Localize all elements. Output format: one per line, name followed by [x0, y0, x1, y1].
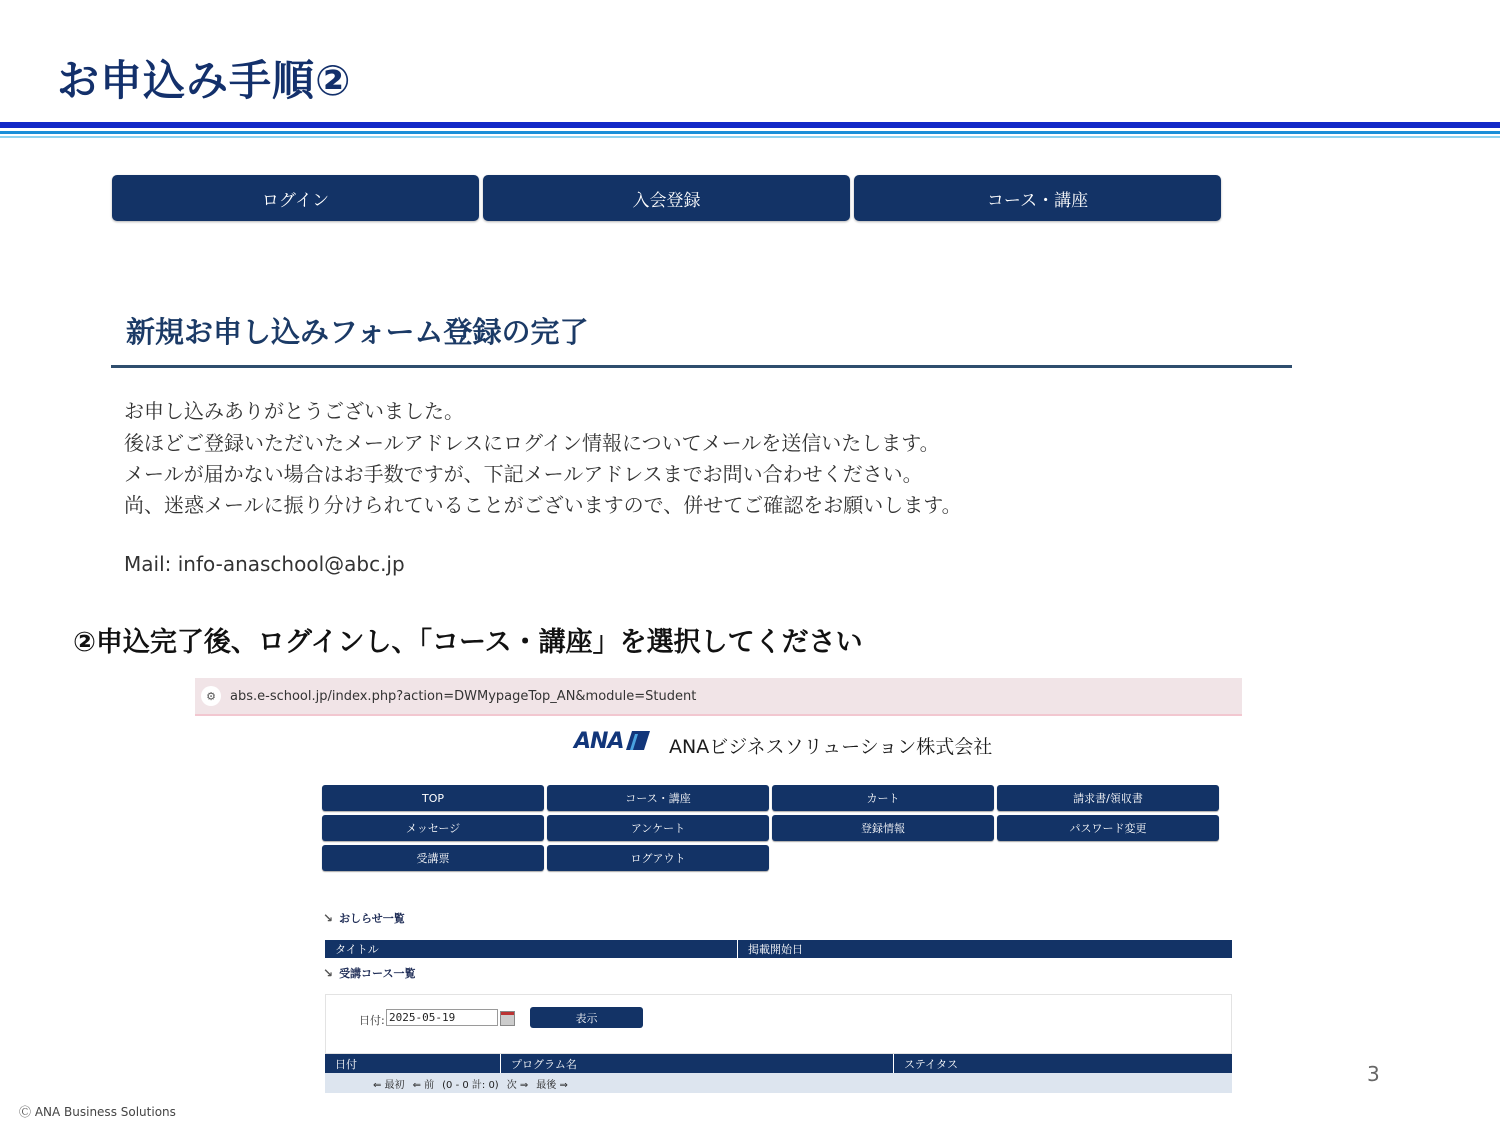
calendar-icon[interactable]: [500, 1011, 515, 1026]
completion-heading: 新規お申し込みフォーム登録の完了: [126, 315, 589, 349]
message-line: 尚、迷惑メールに振り分けられていることがございますので、併せてご確認をお願いします。: [124, 493, 962, 517]
courses-table-header: [325, 1054, 1232, 1073]
contact-mail: Mail: info-anaschool@abc.jp: [124, 552, 405, 576]
login-button[interactable]: ログイン: [112, 175, 479, 221]
company-name: ANAビジネスソリューション株式会社: [669, 736, 993, 758]
register-button[interactable]: 入会登録: [483, 175, 850, 221]
column-program-name: プログラム名: [501, 1054, 894, 1073]
courses-label: 受講コース一覧: [339, 967, 416, 980]
column-status: ステイタス: [904, 1057, 959, 1071]
menu-messages[interactable]: メッセージ: [322, 815, 544, 841]
notices-label: おしらせ一覧: [339, 912, 405, 925]
menu-password-change[interactable]: パスワード変更: [997, 815, 1219, 841]
url-text[interactable]: abs.e-school.jp/index.php?action=DWMypageTop_AN&module=Student: [230, 688, 697, 704]
title-divider-secondary: [0, 131, 1500, 134]
page-number: 3: [1367, 1062, 1380, 1086]
title-divider-tertiary: [0, 136, 1500, 138]
menu-cart[interactable]: カート: [772, 785, 994, 811]
menu-survey[interactable]: アンケート: [547, 815, 769, 841]
message-line: メールが届かない場合はお手数ですが、下記メールアドレスまでお問い合わせください。: [124, 462, 923, 486]
copyright-footer: Ⓒ ANA Business Solutions: [19, 1105, 176, 1119]
pager-last[interactable]: 最後 ⇒: [536, 1079, 568, 1091]
courses-button[interactable]: コース・講座: [854, 175, 1221, 221]
pager-count: (0 - 0 計: 0): [442, 1079, 499, 1091]
site-info-icon[interactable]: ⚙: [201, 686, 221, 706]
pager-first[interactable]: ⇐ 最初: [373, 1079, 405, 1091]
pager-next[interactable]: 次 ⇒: [506, 1079, 529, 1091]
notices-section-label: [323, 910, 405, 926]
arrow-down-right-icon: ↘: [323, 966, 334, 980]
pager: [325, 1073, 1232, 1093]
arrow-down-right-icon: ↘: [323, 911, 334, 925]
step-instruction: ②申込完了後、ログインし、「コース・講座」を選択してください: [73, 627, 863, 658]
address-bar[interactable]: [195, 678, 1242, 716]
menu-top[interactable]: TOP: [322, 785, 544, 811]
column-date: 日付: [325, 1054, 501, 1073]
message-line: 後ほどご登録いただいたメールアドレスにログイン情報についてメールを送信いたします。: [124, 431, 940, 455]
menu-registration-info[interactable]: 登録情報: [772, 815, 994, 841]
courses-section-label: [323, 965, 416, 981]
ana-logo-mark-icon: [626, 731, 650, 750]
message-line: お申し込みありがとうございました。: [124, 399, 464, 423]
heading-divider: [111, 365, 1292, 368]
ana-logo: ANA: [574, 729, 624, 754]
menu-logout[interactable]: ログアウト: [547, 845, 769, 871]
menu-invoice[interactable]: 請求書/領収書: [997, 785, 1219, 811]
date-input[interactable]: [386, 1009, 498, 1026]
show-button[interactable]: 表示: [530, 1007, 643, 1028]
menu-ticket[interactable]: 受講票: [322, 845, 544, 871]
column-publish-date: 掲載開始日: [748, 943, 803, 956]
pager-prev[interactable]: ⇐ 前: [412, 1079, 435, 1091]
notices-table-header: [325, 940, 1232, 958]
column-title: タイトル: [325, 940, 738, 958]
menu-courses[interactable]: コース・講座: [547, 785, 769, 811]
date-label: 日付:: [359, 1014, 385, 1027]
slide-title: お申込み手順②: [57, 56, 352, 105]
title-divider: [0, 122, 1500, 128]
